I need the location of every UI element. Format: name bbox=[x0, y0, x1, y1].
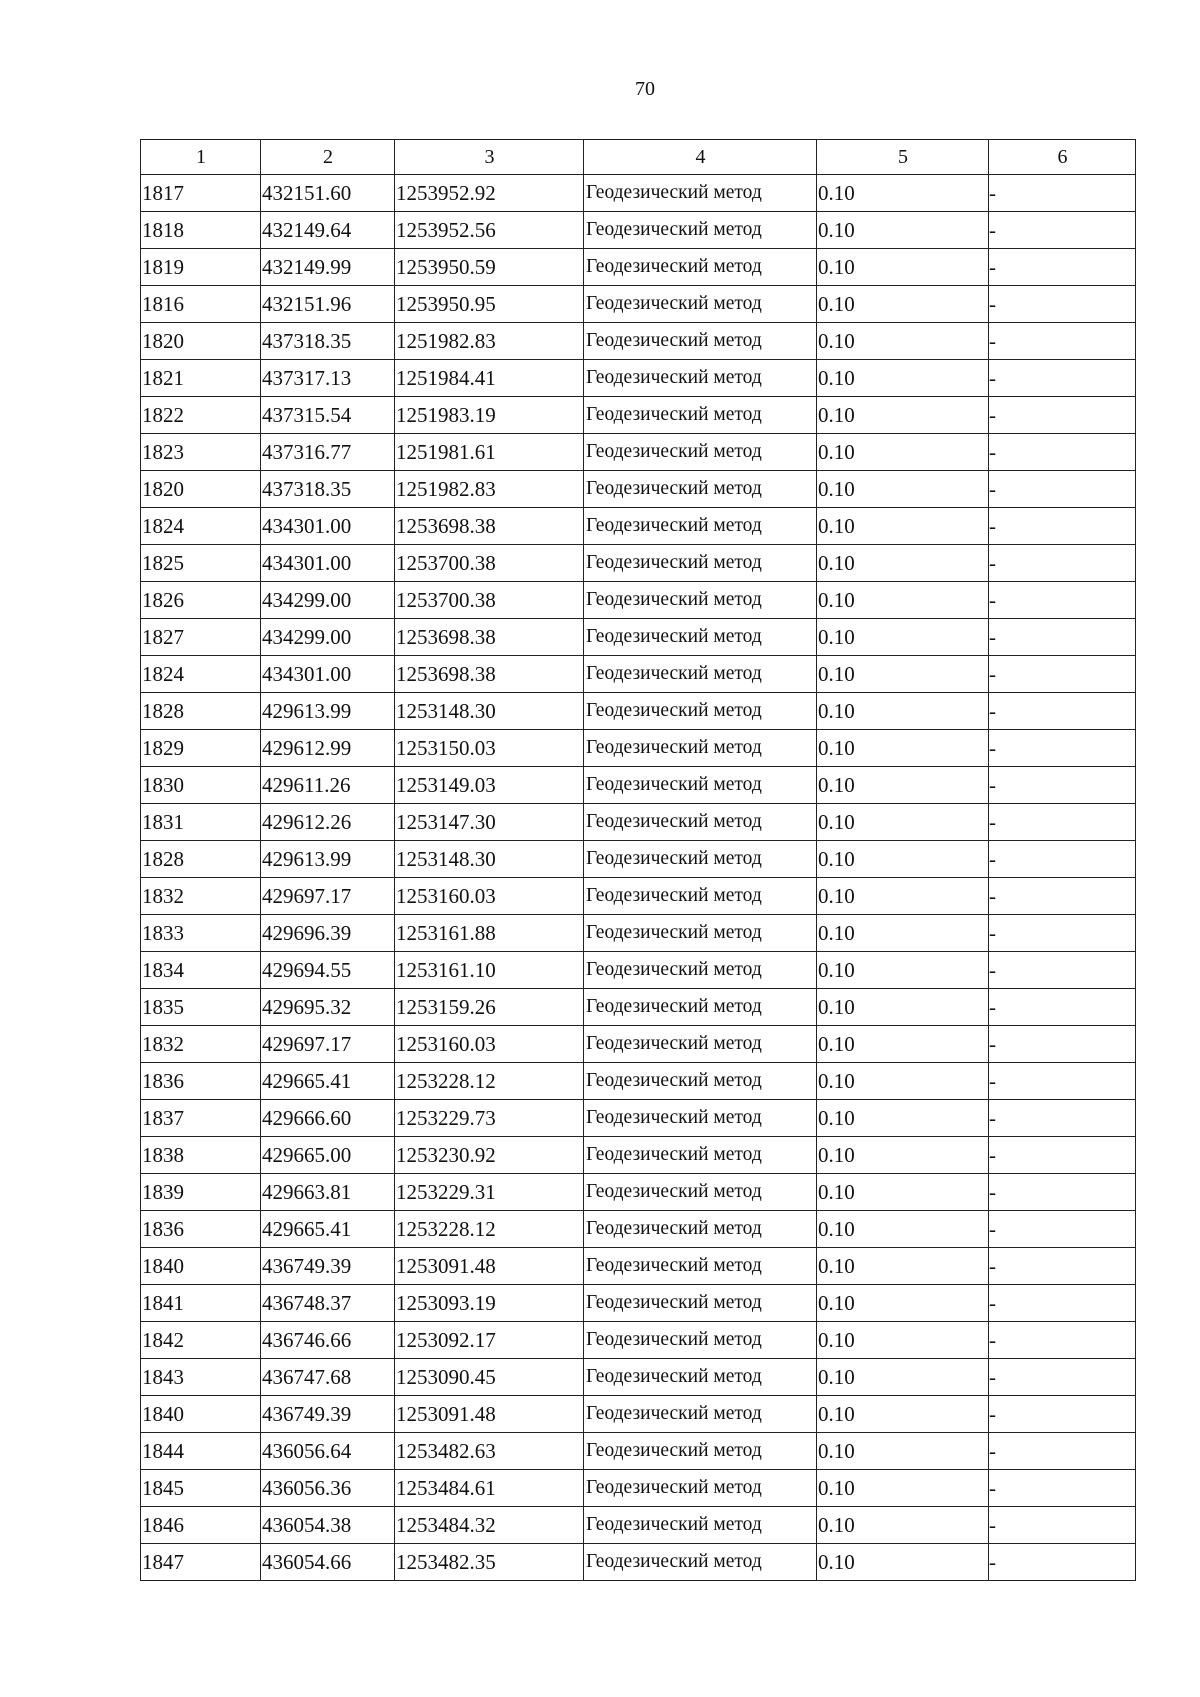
y-coordinate-cell: 1253950.95 bbox=[395, 286, 584, 323]
note-cell: - bbox=[989, 1026, 1136, 1063]
point-number-cell: 1830 bbox=[141, 767, 261, 804]
note-cell: - bbox=[989, 1507, 1136, 1544]
point-number-cell: 1843 bbox=[141, 1359, 261, 1396]
note-cell: - bbox=[989, 397, 1136, 434]
point-number-cell: 1818 bbox=[141, 212, 261, 249]
y-coordinate-cell: 1253150.03 bbox=[395, 730, 584, 767]
note-cell: - bbox=[989, 619, 1136, 656]
method-cell: Геодезический метод bbox=[584, 434, 817, 471]
y-coordinate-cell: 1253484.32 bbox=[395, 1507, 584, 1544]
method-cell: Геодезический метод bbox=[584, 952, 817, 989]
x-coordinate-cell: 429694.55 bbox=[261, 952, 395, 989]
note-cell: - bbox=[989, 767, 1136, 804]
point-number-cell: 1839 bbox=[141, 1174, 261, 1211]
note-cell: - bbox=[989, 1174, 1136, 1211]
y-coordinate-cell: 1251984.41 bbox=[395, 360, 584, 397]
x-coordinate-cell: 437315.54 bbox=[261, 397, 395, 434]
point-number-cell: 1841 bbox=[141, 1285, 261, 1322]
x-coordinate-cell: 429665.00 bbox=[261, 1137, 395, 1174]
accuracy-cell: 0.10 bbox=[817, 471, 989, 508]
y-coordinate-cell: 1253090.45 bbox=[395, 1359, 584, 1396]
y-coordinate-cell: 1253952.56 bbox=[395, 212, 584, 249]
table-row bbox=[141, 915, 1136, 952]
x-coordinate-cell: 437317.13 bbox=[261, 360, 395, 397]
x-coordinate-cell: 432151.60 bbox=[261, 175, 395, 212]
note-cell: - bbox=[989, 1359, 1136, 1396]
table-row bbox=[141, 693, 1136, 730]
method-cell: Геодезический метод bbox=[584, 693, 817, 730]
method-cell: Геодезический метод bbox=[584, 1470, 817, 1507]
header-row bbox=[141, 140, 1136, 175]
note-cell: - bbox=[989, 471, 1136, 508]
accuracy-cell: 0.10 bbox=[817, 1507, 989, 1544]
table-row bbox=[141, 471, 1136, 508]
table-row bbox=[141, 1433, 1136, 1470]
y-coordinate-cell: 1253482.63 bbox=[395, 1433, 584, 1470]
table-row bbox=[141, 212, 1136, 249]
point-number-cell: 1824 bbox=[141, 656, 261, 693]
point-number-cell: 1825 bbox=[141, 545, 261, 582]
y-coordinate-cell: 1251981.61 bbox=[395, 434, 584, 471]
x-coordinate-cell: 437318.35 bbox=[261, 471, 395, 508]
table-row bbox=[141, 1063, 1136, 1100]
note-cell: - bbox=[989, 656, 1136, 693]
point-number-cell: 1847 bbox=[141, 1544, 261, 1581]
point-number-cell: 1842 bbox=[141, 1322, 261, 1359]
x-coordinate-cell: 429665.41 bbox=[261, 1211, 395, 1248]
y-coordinate-cell: 1253092.17 bbox=[395, 1322, 584, 1359]
table-row bbox=[141, 434, 1136, 471]
method-cell: Геодезический метод bbox=[584, 1544, 817, 1581]
note-cell: - bbox=[989, 286, 1136, 323]
accuracy-cell: 0.10 bbox=[817, 249, 989, 286]
method-cell: Геодезический метод bbox=[584, 730, 817, 767]
x-coordinate-cell: 436054.66 bbox=[261, 1544, 395, 1581]
y-coordinate-cell: 1253229.31 bbox=[395, 1174, 584, 1211]
note-cell: - bbox=[989, 1396, 1136, 1433]
accuracy-cell: 0.10 bbox=[817, 619, 989, 656]
point-number-cell: 1824 bbox=[141, 508, 261, 545]
method-cell: Геодезический метод bbox=[584, 1137, 817, 1174]
point-number-cell: 1829 bbox=[141, 730, 261, 767]
table-header bbox=[141, 140, 1136, 175]
point-number-cell: 1846 bbox=[141, 1507, 261, 1544]
note-cell: - bbox=[989, 1063, 1136, 1100]
table-row bbox=[141, 804, 1136, 841]
point-number-cell: 1832 bbox=[141, 878, 261, 915]
x-coordinate-cell: 436747.68 bbox=[261, 1359, 395, 1396]
x-coordinate-cell: 434301.00 bbox=[261, 656, 395, 693]
point-number-cell: 1835 bbox=[141, 989, 261, 1026]
point-number-cell: 1833 bbox=[141, 915, 261, 952]
y-coordinate-cell: 1253147.30 bbox=[395, 804, 584, 841]
table-row bbox=[141, 1285, 1136, 1322]
x-coordinate-cell: 434301.00 bbox=[261, 508, 395, 545]
y-coordinate-cell: 1253159.26 bbox=[395, 989, 584, 1026]
x-coordinate-cell: 429612.26 bbox=[261, 804, 395, 841]
table-row bbox=[141, 730, 1136, 767]
y-coordinate-cell: 1253952.92 bbox=[395, 175, 584, 212]
x-coordinate-cell: 429613.99 bbox=[261, 693, 395, 730]
accuracy-cell: 0.10 bbox=[817, 360, 989, 397]
method-cell: Геодезический метод bbox=[584, 397, 817, 434]
accuracy-cell: 0.10 bbox=[817, 545, 989, 582]
x-coordinate-cell: 436748.37 bbox=[261, 1285, 395, 1322]
accuracy-cell: 0.10 bbox=[817, 1396, 989, 1433]
table-row bbox=[141, 175, 1136, 212]
point-number-cell: 1834 bbox=[141, 952, 261, 989]
method-cell: Геодезический метод bbox=[584, 841, 817, 878]
accuracy-cell: 0.10 bbox=[817, 804, 989, 841]
note-cell: - bbox=[989, 434, 1136, 471]
point-number-cell: 1832 bbox=[141, 1026, 261, 1063]
y-coordinate-cell: 1253160.03 bbox=[395, 878, 584, 915]
method-cell: Геодезический метод bbox=[584, 582, 817, 619]
accuracy-cell: 0.10 bbox=[817, 1433, 989, 1470]
point-number-cell: 1837 bbox=[141, 1100, 261, 1137]
accuracy-cell: 0.10 bbox=[817, 989, 989, 1026]
table-row bbox=[141, 323, 1136, 360]
y-coordinate-cell: 1251983.19 bbox=[395, 397, 584, 434]
method-cell: Геодезический метод bbox=[584, 545, 817, 582]
point-number-cell: 1816 bbox=[141, 286, 261, 323]
method-cell: Геодезический метод bbox=[584, 1063, 817, 1100]
method-cell: Геодезический метод bbox=[584, 175, 817, 212]
table-row bbox=[141, 1396, 1136, 1433]
note-cell: - bbox=[989, 582, 1136, 619]
y-coordinate-cell: 1251982.83 bbox=[395, 323, 584, 360]
point-number-cell: 1823 bbox=[141, 434, 261, 471]
point-number-cell: 1820 bbox=[141, 471, 261, 508]
note-cell: - bbox=[989, 323, 1136, 360]
point-number-cell: 1836 bbox=[141, 1063, 261, 1100]
note-cell: - bbox=[989, 175, 1136, 212]
x-coordinate-cell: 434301.00 bbox=[261, 545, 395, 582]
method-cell: Геодезический метод bbox=[584, 1396, 817, 1433]
table-row bbox=[141, 286, 1136, 323]
accuracy-cell: 0.10 bbox=[817, 915, 989, 952]
accuracy-cell: 0.10 bbox=[817, 286, 989, 323]
y-coordinate-cell: 1253091.48 bbox=[395, 1396, 584, 1433]
method-cell: Геодезический метод bbox=[584, 286, 817, 323]
y-coordinate-cell: 1253950.59 bbox=[395, 249, 584, 286]
y-coordinate-cell: 1253698.38 bbox=[395, 508, 584, 545]
method-cell: Геодезический метод bbox=[584, 656, 817, 693]
accuracy-cell: 0.10 bbox=[817, 1063, 989, 1100]
header-col-5: 5 bbox=[817, 140, 989, 175]
table-row bbox=[141, 249, 1136, 286]
x-coordinate-cell: 429611.26 bbox=[261, 767, 395, 804]
note-cell: - bbox=[989, 1285, 1136, 1322]
method-cell: Геодезический метод bbox=[584, 249, 817, 286]
y-coordinate-cell: 1253148.30 bbox=[395, 693, 584, 730]
accuracy-cell: 0.10 bbox=[817, 175, 989, 212]
table-row bbox=[141, 1100, 1136, 1137]
method-cell: Геодезический метод bbox=[584, 619, 817, 656]
y-coordinate-cell: 1253700.38 bbox=[395, 545, 584, 582]
note-cell: - bbox=[989, 1137, 1136, 1174]
point-number-cell: 1828 bbox=[141, 693, 261, 730]
y-coordinate-cell: 1253149.03 bbox=[395, 767, 584, 804]
point-number-cell: 1838 bbox=[141, 1137, 261, 1174]
x-coordinate-cell: 436749.39 bbox=[261, 1396, 395, 1433]
y-coordinate-cell: 1253093.19 bbox=[395, 1285, 584, 1322]
accuracy-cell: 0.10 bbox=[817, 1100, 989, 1137]
x-coordinate-cell: 436056.36 bbox=[261, 1470, 395, 1507]
note-cell: - bbox=[989, 545, 1136, 582]
table-row bbox=[141, 360, 1136, 397]
table-row bbox=[141, 1322, 1136, 1359]
y-coordinate-cell: 1253161.88 bbox=[395, 915, 584, 952]
method-cell: Геодезический метод bbox=[584, 1507, 817, 1544]
point-number-cell: 1817 bbox=[141, 175, 261, 212]
method-cell: Геодезический метод bbox=[584, 989, 817, 1026]
method-cell: Геодезический метод bbox=[584, 804, 817, 841]
y-coordinate-cell: 1253091.48 bbox=[395, 1248, 584, 1285]
table-row bbox=[141, 397, 1136, 434]
method-cell: Геодезический метод bbox=[584, 360, 817, 397]
x-coordinate-cell: 432151.96 bbox=[261, 286, 395, 323]
x-coordinate-cell: 437316.77 bbox=[261, 434, 395, 471]
accuracy-cell: 0.10 bbox=[817, 767, 989, 804]
method-cell: Геодезический метод bbox=[584, 1359, 817, 1396]
y-coordinate-cell: 1253160.03 bbox=[395, 1026, 584, 1063]
table-row bbox=[141, 1544, 1136, 1581]
y-coordinate-cell: 1253228.12 bbox=[395, 1211, 584, 1248]
x-coordinate-cell: 429695.32 bbox=[261, 989, 395, 1026]
point-number-cell: 1819 bbox=[141, 249, 261, 286]
accuracy-cell: 0.10 bbox=[817, 1174, 989, 1211]
table-row bbox=[141, 1248, 1136, 1285]
x-coordinate-cell: 429697.17 bbox=[261, 878, 395, 915]
point-number-cell: 1840 bbox=[141, 1248, 261, 1285]
y-coordinate-cell: 1253700.38 bbox=[395, 582, 584, 619]
table-row bbox=[141, 1026, 1136, 1063]
accuracy-cell: 0.10 bbox=[817, 841, 989, 878]
x-coordinate-cell: 436056.64 bbox=[261, 1433, 395, 1470]
accuracy-cell: 0.10 bbox=[817, 730, 989, 767]
header-col-6: 6 bbox=[989, 140, 1136, 175]
method-cell: Геодезический метод bbox=[584, 767, 817, 804]
accuracy-cell: 0.10 bbox=[817, 693, 989, 730]
x-coordinate-cell: 437318.35 bbox=[261, 323, 395, 360]
method-cell: Геодезический метод bbox=[584, 1174, 817, 1211]
point-number-cell: 1840 bbox=[141, 1396, 261, 1433]
accuracy-cell: 0.10 bbox=[817, 1322, 989, 1359]
header-col-3: 3 bbox=[395, 140, 584, 175]
y-coordinate-cell: 1253698.38 bbox=[395, 619, 584, 656]
note-cell: - bbox=[989, 841, 1136, 878]
table-row bbox=[141, 767, 1136, 804]
method-cell: Геодезический метод bbox=[584, 471, 817, 508]
point-number-cell: 1820 bbox=[141, 323, 261, 360]
x-coordinate-cell: 436746.66 bbox=[261, 1322, 395, 1359]
method-cell: Геодезический метод bbox=[584, 1433, 817, 1470]
note-cell: - bbox=[989, 360, 1136, 397]
header-col-2: 2 bbox=[261, 140, 395, 175]
accuracy-cell: 0.10 bbox=[817, 508, 989, 545]
accuracy-cell: 0.10 bbox=[817, 323, 989, 360]
note-cell: - bbox=[989, 249, 1136, 286]
note-cell: - bbox=[989, 1322, 1136, 1359]
y-coordinate-cell: 1251982.83 bbox=[395, 471, 584, 508]
x-coordinate-cell: 434299.00 bbox=[261, 619, 395, 656]
accuracy-cell: 0.10 bbox=[817, 878, 989, 915]
method-cell: Геодезический метод bbox=[584, 1285, 817, 1322]
method-cell: Геодезический метод bbox=[584, 1248, 817, 1285]
note-cell: - bbox=[989, 915, 1136, 952]
table-row bbox=[141, 582, 1136, 619]
y-coordinate-cell: 1253148.30 bbox=[395, 841, 584, 878]
point-number-cell: 1827 bbox=[141, 619, 261, 656]
x-coordinate-cell: 429697.17 bbox=[261, 1026, 395, 1063]
note-cell: - bbox=[989, 508, 1136, 545]
x-coordinate-cell: 436749.39 bbox=[261, 1248, 395, 1285]
point-number-cell: 1836 bbox=[141, 1211, 261, 1248]
table-row bbox=[141, 1211, 1136, 1248]
note-cell: - bbox=[989, 1433, 1136, 1470]
point-number-cell: 1844 bbox=[141, 1433, 261, 1470]
method-cell: Геодезический метод bbox=[584, 1100, 817, 1137]
accuracy-cell: 0.10 bbox=[817, 656, 989, 693]
accuracy-cell: 0.10 bbox=[817, 434, 989, 471]
table-row bbox=[141, 952, 1136, 989]
x-coordinate-cell: 434299.00 bbox=[261, 582, 395, 619]
accuracy-cell: 0.10 bbox=[817, 397, 989, 434]
header-col-4: 4 bbox=[584, 140, 817, 175]
header-col-1: 1 bbox=[141, 140, 261, 175]
x-coordinate-cell: 429613.99 bbox=[261, 841, 395, 878]
accuracy-cell: 0.10 bbox=[817, 1026, 989, 1063]
point-number-cell: 1831 bbox=[141, 804, 261, 841]
x-coordinate-cell: 436054.38 bbox=[261, 1507, 395, 1544]
accuracy-cell: 0.10 bbox=[817, 952, 989, 989]
note-cell: - bbox=[989, 1544, 1136, 1581]
table-row bbox=[141, 841, 1136, 878]
y-coordinate-cell: 1253228.12 bbox=[395, 1063, 584, 1100]
x-coordinate-cell: 429666.60 bbox=[261, 1100, 395, 1137]
method-cell: Геодезический метод bbox=[584, 1322, 817, 1359]
method-cell: Геодезический метод bbox=[584, 508, 817, 545]
note-cell: - bbox=[989, 1211, 1136, 1248]
y-coordinate-cell: 1253161.10 bbox=[395, 952, 584, 989]
y-coordinate-cell: 1253484.61 bbox=[395, 1470, 584, 1507]
note-cell: - bbox=[989, 693, 1136, 730]
coordinates-table bbox=[140, 139, 1136, 1581]
method-cell: Геодезический метод bbox=[584, 212, 817, 249]
note-cell: - bbox=[989, 730, 1136, 767]
accuracy-cell: 0.10 bbox=[817, 1359, 989, 1396]
note-cell: - bbox=[989, 878, 1136, 915]
table-row bbox=[141, 1470, 1136, 1507]
note-cell: - bbox=[989, 212, 1136, 249]
page-number: 70 bbox=[635, 78, 655, 100]
table-row bbox=[141, 1174, 1136, 1211]
y-coordinate-cell: 1253229.73 bbox=[395, 1100, 584, 1137]
table-row bbox=[141, 656, 1136, 693]
point-number-cell: 1845 bbox=[141, 1470, 261, 1507]
accuracy-cell: 0.10 bbox=[817, 212, 989, 249]
accuracy-cell: 0.10 bbox=[817, 1544, 989, 1581]
y-coordinate-cell: 1253230.92 bbox=[395, 1137, 584, 1174]
note-cell: - bbox=[989, 1100, 1136, 1137]
accuracy-cell: 0.10 bbox=[817, 1137, 989, 1174]
x-coordinate-cell: 429665.41 bbox=[261, 1063, 395, 1100]
method-cell: Геодезический метод bbox=[584, 878, 817, 915]
x-coordinate-cell: 429612.99 bbox=[261, 730, 395, 767]
table-row bbox=[141, 989, 1136, 1026]
point-number-cell: 1821 bbox=[141, 360, 261, 397]
accuracy-cell: 0.10 bbox=[817, 1248, 989, 1285]
accuracy-cell: 0.10 bbox=[817, 1211, 989, 1248]
table-row bbox=[141, 619, 1136, 656]
accuracy-cell: 0.10 bbox=[817, 1470, 989, 1507]
note-cell: - bbox=[989, 1470, 1136, 1507]
x-coordinate-cell: 429663.81 bbox=[261, 1174, 395, 1211]
x-coordinate-cell: 429696.39 bbox=[261, 915, 395, 952]
point-number-cell: 1822 bbox=[141, 397, 261, 434]
table-row bbox=[141, 1359, 1136, 1396]
table-row bbox=[141, 508, 1136, 545]
accuracy-cell: 0.10 bbox=[817, 582, 989, 619]
table-body bbox=[141, 175, 1136, 1581]
point-number-cell: 1828 bbox=[141, 841, 261, 878]
method-cell: Геодезический метод bbox=[584, 915, 817, 952]
point-number-cell: 1826 bbox=[141, 582, 261, 619]
x-coordinate-cell: 432149.64 bbox=[261, 212, 395, 249]
table-row bbox=[141, 545, 1136, 582]
table-row bbox=[141, 1507, 1136, 1544]
y-coordinate-cell: 1253482.35 bbox=[395, 1544, 584, 1581]
x-coordinate-cell: 432149.99 bbox=[261, 249, 395, 286]
note-cell: - bbox=[989, 989, 1136, 1026]
note-cell: - bbox=[989, 1248, 1136, 1285]
y-coordinate-cell: 1253698.38 bbox=[395, 656, 584, 693]
method-cell: Геодезический метод bbox=[584, 1211, 817, 1248]
accuracy-cell: 0.10 bbox=[817, 1285, 989, 1322]
table-row bbox=[141, 1137, 1136, 1174]
method-cell: Геодезический метод bbox=[584, 1026, 817, 1063]
table-row bbox=[141, 878, 1136, 915]
note-cell: - bbox=[989, 952, 1136, 989]
note-cell: - bbox=[989, 804, 1136, 841]
method-cell: Геодезический метод bbox=[584, 323, 817, 360]
